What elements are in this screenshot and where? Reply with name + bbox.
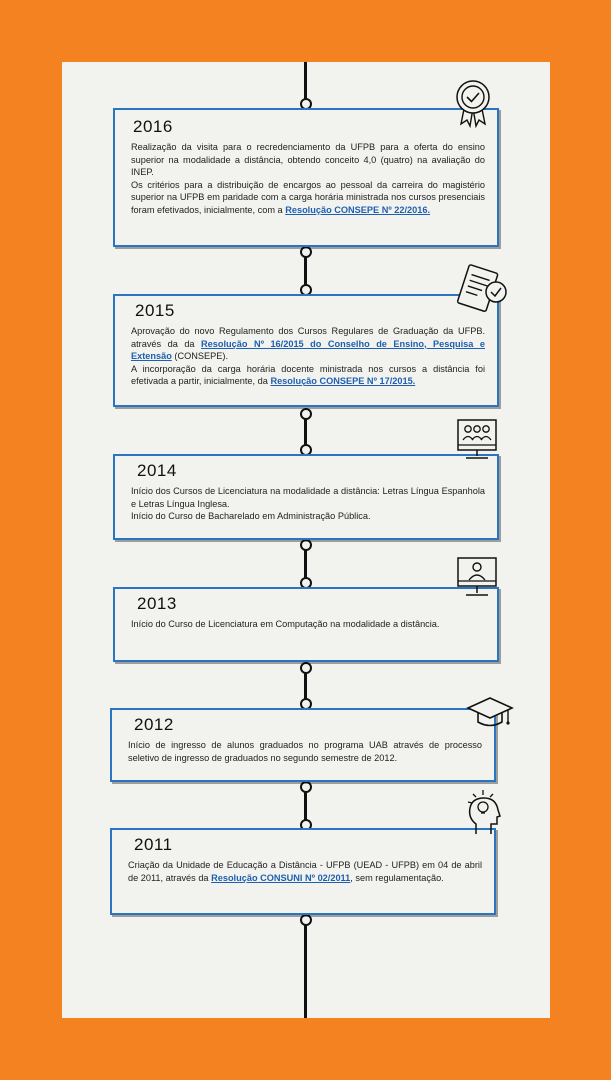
entry-year: 2016 [133, 117, 173, 136]
timeline-dot [300, 662, 312, 674]
entry-text [131, 618, 485, 631]
entry-text-run: Início dos Cursos de Licenciatura na modalidade a distância: Letras Língua Espanhola e Letras Língua Inglesa. [131, 486, 485, 509]
video-conference-icon [456, 418, 498, 462]
entry-paragraph [131, 179, 485, 217]
entry-text [131, 485, 485, 523]
timeline-line [304, 916, 307, 1018]
online-teacher-monitor-icon [456, 556, 498, 600]
entry-year: 2013 [137, 594, 177, 613]
timeline-entry [113, 587, 499, 662]
resolution-link[interactable]: Resolução CONSEPE Nº 22/2016. [285, 204, 431, 215]
entry-year: 2011 [134, 835, 173, 854]
timeline-dot [300, 781, 312, 793]
entry-year: 2015 [135, 301, 175, 320]
entry-text [128, 859, 482, 884]
entry-paragraph [131, 485, 485, 510]
entry-paragraph [131, 141, 485, 179]
entry-paragraph [131, 618, 485, 631]
document-check-icon [452, 262, 510, 318]
timeline-entry [110, 828, 496, 915]
entry-text-run: A incorporação da carga horária docente ministrada nos cursos a distância foi efetivada a partir, inicialmente, da [131, 363, 485, 387]
timeline-dot [300, 914, 312, 926]
entry-year: 2014 [137, 461, 177, 480]
entry-text-run: , sem regulamentação. [350, 872, 444, 883]
entry-text [131, 325, 485, 388]
timeline-entry [113, 294, 499, 407]
entry-paragraph [128, 859, 482, 884]
timeline-entry [110, 708, 496, 782]
award-badge-icon [452, 78, 494, 128]
entry-text-run: Início de ingresso de alunos graduados no programa UAB através de processo seletivo de ingresso de graduados no segundo semestre de 2012. [128, 740, 482, 763]
entry-text-run: Criação da Unidade de Educação a Distância - UFPB (UEAD - UFPB) em 04 de abril de 2011, através da [128, 860, 482, 883]
graduation-cap-icon [466, 694, 514, 730]
entry-paragraph [128, 739, 482, 764]
head-lightbulb-icon [462, 786, 506, 836]
timeline-line [304, 62, 307, 100]
entry-text-run: Início do Curso de Bacharelado em Administração Pública. [131, 511, 371, 522]
resolution-link[interactable]: Resolução CONSUNI Nº 02/2011 [211, 872, 351, 883]
timeline-dot [300, 246, 312, 258]
entry-paragraph [131, 363, 485, 388]
resolution-link[interactable]: Resolução Nº 16/2015 do Conselho de Ensino, Pesquisa e Extensão [131, 338, 485, 362]
resolution-link[interactable]: Resolução CONSEPE Nº 17/2015. [270, 376, 416, 387]
entry-text-run: Os critérios para a distribuição de encargos ao pessoal da carreira do magistério superior na UFPB em paridade com a carga horária ministrada nos cursos presenciais foram efetivados, inicialmente, com a [131, 179, 485, 215]
timeline-entry [113, 108, 499, 247]
timeline-dot [300, 408, 312, 420]
entry-text-run: Início do Curso de Licenciatura em Computação na modalidade a distância. [131, 619, 440, 629]
entry-text [128, 739, 482, 764]
entry-paragraph [131, 325, 485, 363]
entry-text-run: Realização da visita para o recredenciamento da UFPB para a oferta do ensino superior na modalidade a distância, obtendo conceito 4,0 (quatro) na avaliação do INEP. [131, 142, 485, 178]
entry-paragraph [131, 510, 485, 523]
entry-text-run: Aprovação do novo Regulamento dos Cursos Regulares de Graduação da UFPB. através da da [131, 326, 485, 349]
entry-text [131, 141, 485, 217]
entry-text-run: (CONSEPE). [171, 351, 229, 362]
entry-year: 2012 [134, 715, 174, 734]
timeline-dot [300, 539, 312, 551]
timeline-entry [113, 454, 499, 540]
